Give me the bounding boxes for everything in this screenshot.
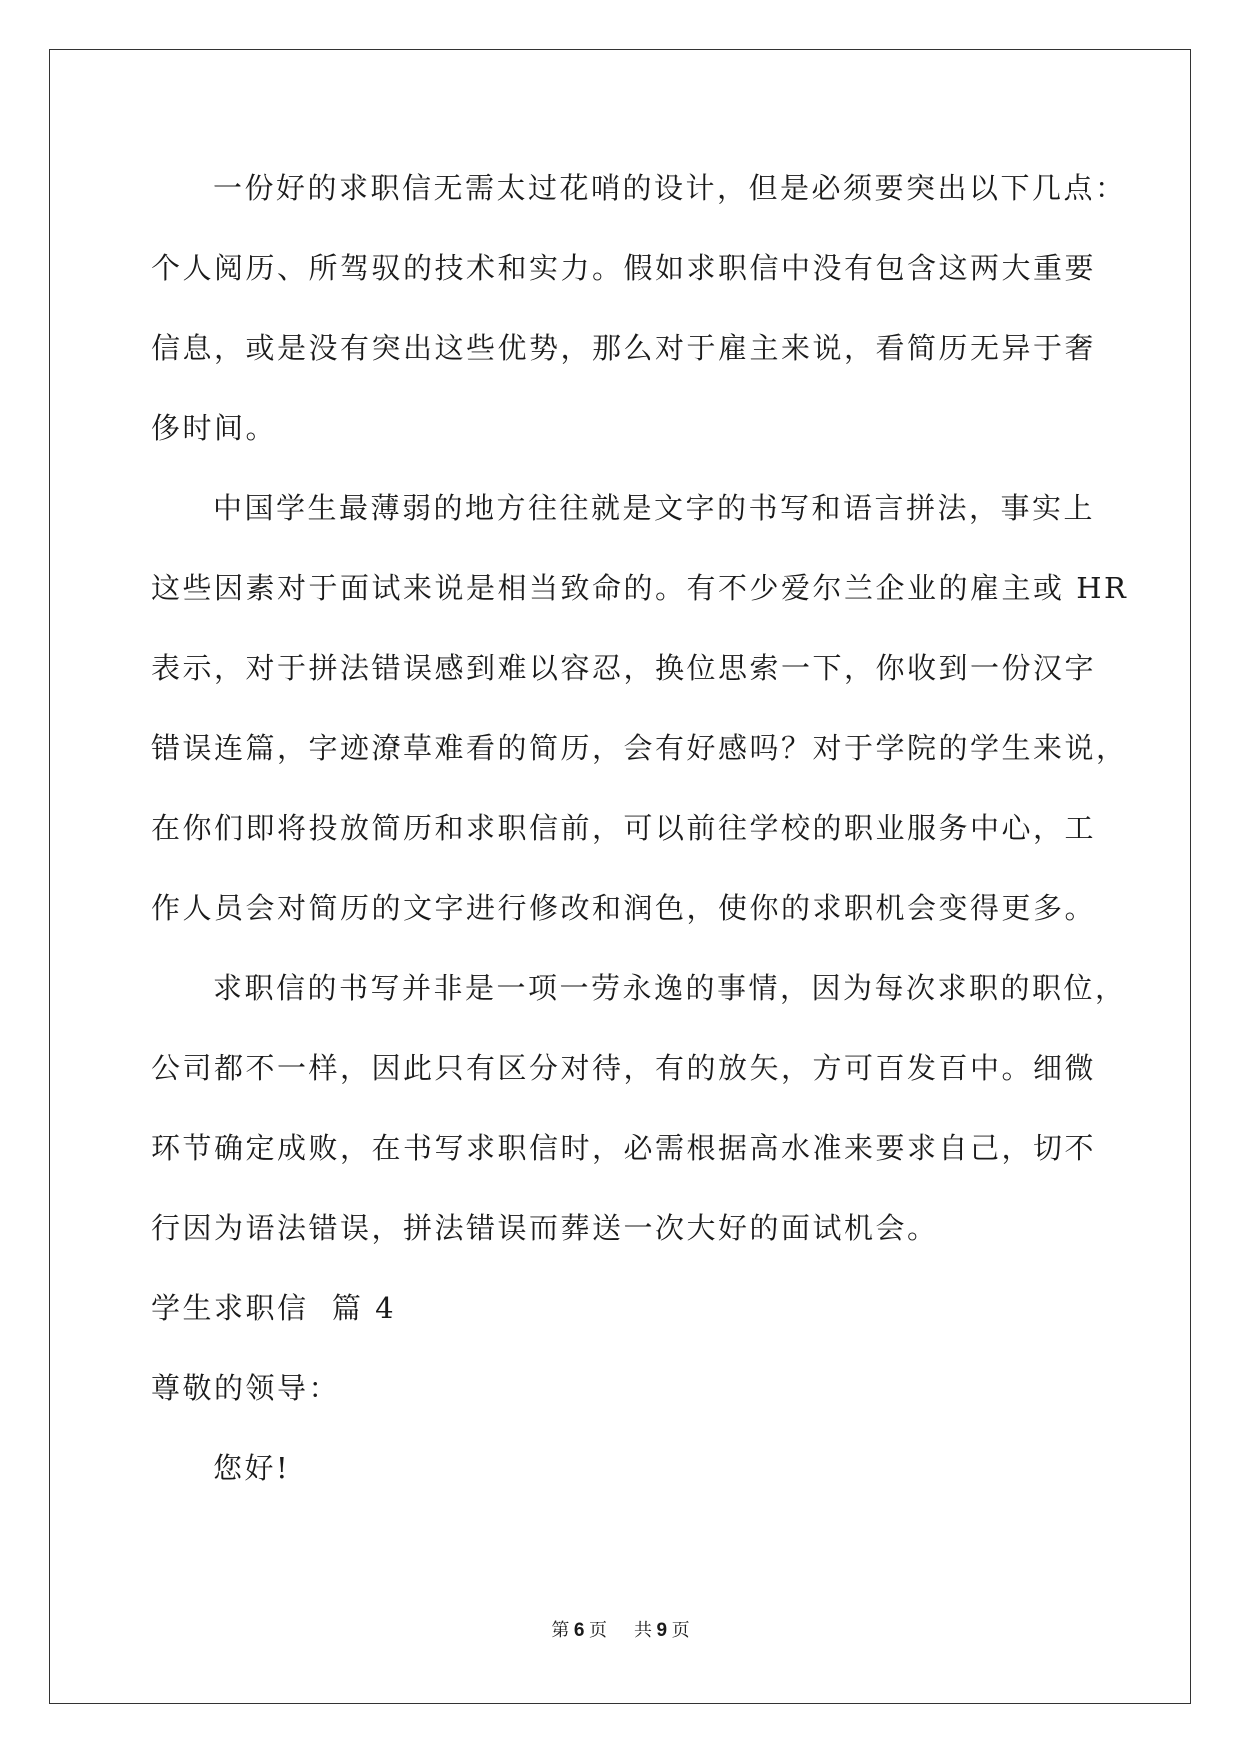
paragraph-line: 中国学生最薄弱的地方往往就是文字的书写和语言拼法，事实上 bbox=[213, 491, 1096, 525]
page-current: 6 bbox=[573, 1620, 585, 1641]
paragraph-line: 侈时间。 bbox=[151, 411, 278, 445]
page-footer bbox=[0, 1616, 1241, 1642]
paragraph-line: 个人阅历、所驾驭的技术和实力。假如求职信中没有包含这两大重要 bbox=[151, 251, 1097, 285]
paragraph-line: 这些因素对于面试来说是相当致命的。有不少爱尔兰企业的雇主或 HR bbox=[151, 571, 1129, 605]
paragraph-line: 信息，或是没有突出这些优势，那么对于雇主来说，看简历无异于奢 bbox=[151, 331, 1097, 365]
page-prefix: 第 bbox=[551, 1620, 570, 1640]
page-suffix: 页 bbox=[589, 1620, 607, 1640]
paragraph-line: 作人员会对简历的文字进行修改和润色，使你的求职机会变得更多。 bbox=[151, 891, 1097, 925]
paragraph-line: 求职信的书写并非是一项一劳永逸的事情，因为每次求职的职位， bbox=[213, 971, 1127, 1005]
document-body bbox=[151, 148, 1129, 1508]
paragraph-line: 表示，对于拼法错误感到难以容忍，换位思索一下，你收到一份汉字 bbox=[151, 651, 1097, 685]
paragraph-line: 在你们即将投放简历和求职信前，可以前往学校的职业服务中心，工 bbox=[151, 811, 1097, 845]
section-heading: 学生求职信 篇 4 bbox=[151, 1291, 397, 1325]
total-suffix: 页 bbox=[671, 1620, 690, 1640]
page-total: 9 bbox=[656, 1620, 668, 1641]
paragraph-line: 环节确定成败，在书写求职信时，必需根据高水准来要求自己，切不 bbox=[151, 1131, 1097, 1165]
salutation: 尊敬的领导： bbox=[151, 1371, 341, 1405]
paragraph-line: 一份好的求职信无需太过花哨的设计，但是必须要突出以下几点： bbox=[213, 171, 1127, 205]
greeting: 您好! bbox=[213, 1451, 291, 1485]
total-prefix: 共 bbox=[634, 1620, 652, 1640]
paragraph-line: 行因为语法错误，拼法错误而葬送一次大好的面试机会。 bbox=[151, 1211, 939, 1245]
paragraph-line: 错误连篇，字迹潦草难看的简历，会有好感吗？对于学院的学生来说， bbox=[151, 731, 1128, 765]
paragraph-line: 公司都不一样，因此只有区分对待，有的放矢，方可百发百中。细微 bbox=[151, 1051, 1097, 1085]
